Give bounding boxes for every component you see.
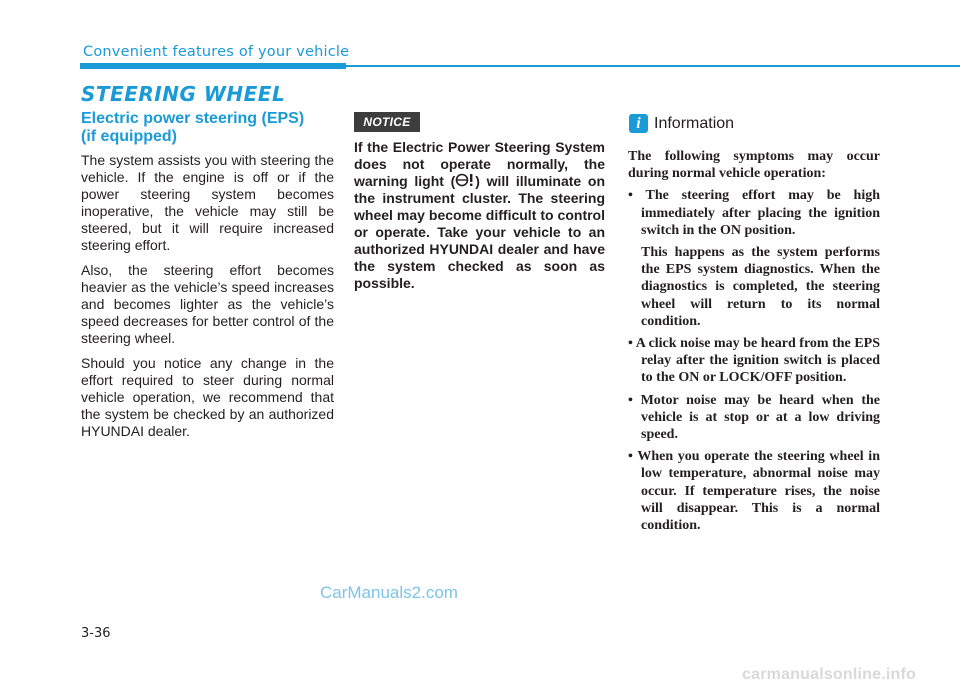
- eps-paragraph: The system assists you with steering the vehicle. If the engine is off or if the power steering system becomes inoperative, the vehicle may still be steered, but it will require increased steering effort.: [81, 152, 334, 253]
- information-intro: The following symptoms may occur during normal vehicle operation:: [628, 149, 880, 182]
- information-item: [628, 448, 880, 534]
- eps-paragraph: Should you notice any change in the effort required to steer during normal vehicle operation, we recommend that the system be checked by an authorized HYUNDAI dealer.: [81, 355, 334, 439]
- header-rule: [346, 65, 960, 67]
- information-item: [628, 335, 880, 387]
- eps-heading-line1: Electric power steering (EPS): [81, 110, 305, 127]
- bullet: •: [628, 449, 633, 465]
- info-icon: i: [629, 114, 648, 133]
- page-number: 3-36: [81, 626, 111, 641]
- bullet: •: [628, 336, 633, 352]
- bullet: •: [628, 188, 633, 204]
- information-item-text: Motor noise may be heard when the vehicle is at stop or at a low driving speed.: [640, 392, 880, 443]
- information-item-text: When you operate the steering wheel in low temperature, abnormal noise may occur. If temperature rises, the noise will disappear. This is a normal condition.: [637, 449, 880, 534]
- notice-badge: NOTICE: [354, 112, 420, 132]
- eps-heading: [81, 110, 341, 146]
- information-body: [628, 148, 880, 539]
- information-item-text: A click noise may be heard from the EPS relay after the ignition switch is placed to the ON or LOCK/OFF position.: [635, 336, 880, 386]
- footer-watermark: carmanualsonline.info: [742, 666, 917, 683]
- bullet: •: [628, 392, 633, 408]
- eps-paragraph: Also, the steering effort becomes heavier as the vehicle’s speed increases and becomes lighter as the vehicle’s speed decreases for better control of the steering wheel.: [81, 262, 334, 346]
- steering-warning-icon: [455, 173, 475, 187]
- notice-text-before: If the Electric Power Steering System does not operate normally, the warning light (: [354, 139, 605, 189]
- notice-body: [354, 139, 605, 292]
- information-title: Information: [654, 115, 735, 132]
- header-accent-bar: [80, 63, 346, 69]
- eps-body: [81, 152, 334, 448]
- watermark-link[interactable]: CarManuals2.com: [320, 583, 458, 602]
- section-header: Convenient features of your vehicle: [83, 44, 350, 60]
- information-item: [628, 392, 880, 444]
- notice-text-after: ) will illuminate on the instrument cluster. The steering wheel may become difficult to control or operate. Take your vehicle to an authorized HYUNDAI dealer and have the system checked as soon as possible.: [354, 173, 606, 291]
- eps-heading-line2: (if equipped): [81, 128, 177, 145]
- information-item: [628, 187, 880, 239]
- page-title: STEERING WHEEL: [81, 82, 286, 106]
- information-item-text: The steering effort may be high immediately after placing the ignition switch in the ON position.: [641, 188, 880, 238]
- information-item-followup: This happens as the system performs the EPS system diagnostics. When the diagnostics is completed, the steering wheel will return to its normal condition.: [641, 245, 880, 329]
